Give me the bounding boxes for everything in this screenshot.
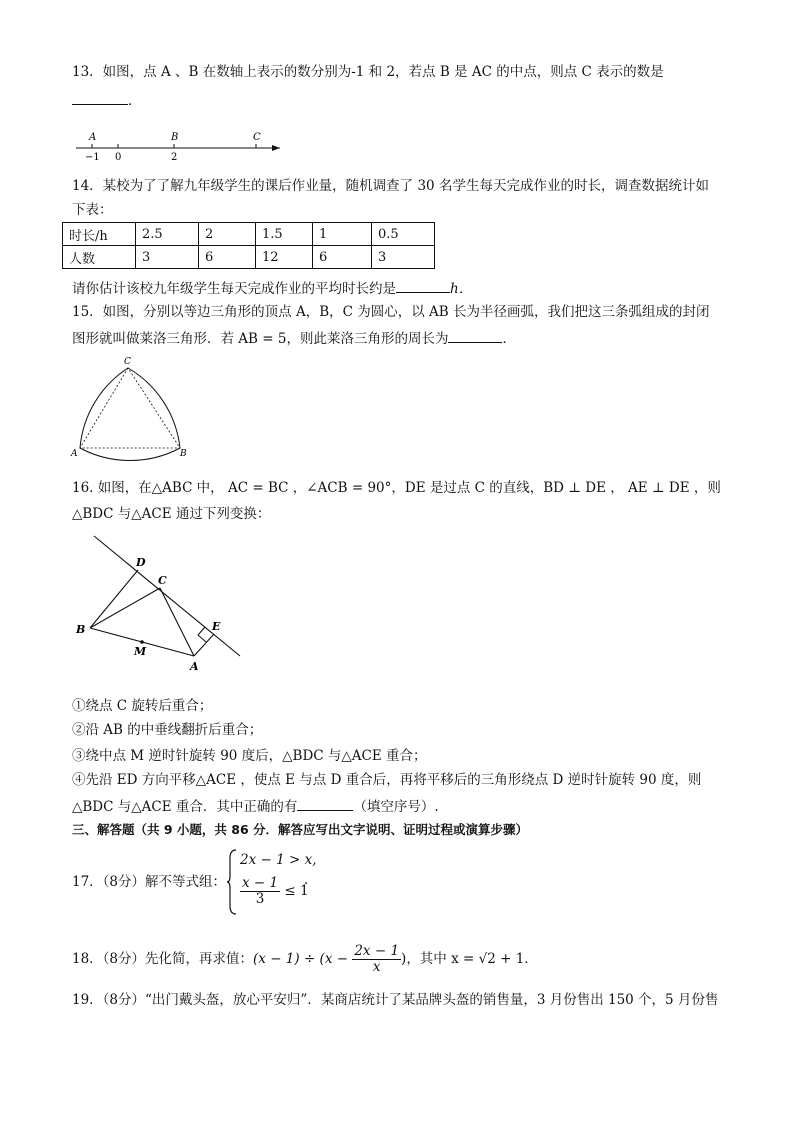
q17-inequality-2: $\frac{x - 1}{3}$ ≤ 1 <box>242 875 309 907</box>
q16-option-3: ③绕中点 M 逆时针旋转 90 度后，△BDC 与△ACE 重合； <box>72 748 427 764</box>
table-cell: 3 <box>136 246 199 269</box>
q16-answer-blank <box>297 796 353 811</box>
table-cell: 12 <box>256 246 313 269</box>
q15-label-a: A <box>71 449 78 459</box>
q16-geometry-figure <box>72 532 248 682</box>
q14-question: 请你估计该校九年级学生每天完成作业的平均时长约是 h． <box>72 278 472 299</box>
q13-line1: 13．如图，点 A 、B 在数轴上表示的数分别为-1 和 2，若点 B 是 AC 的中点，则点 C 表示的数是 <box>72 64 664 80</box>
q17-inequality-1: 2x − 1 > x, <box>240 852 317 868</box>
table-cell: 6 <box>313 246 372 269</box>
segment-bd <box>90 570 138 628</box>
table-cell: 2 <box>199 223 256 246</box>
q14-data-table <box>62 222 435 269</box>
q13-label-c: C <box>253 132 261 143</box>
q13-answer-blank <box>72 90 128 105</box>
q13-label-a: A <box>89 132 97 143</box>
table-row <box>63 223 435 246</box>
q13-tick-2: 2 <box>171 152 178 162</box>
table-cell: 人数 <box>63 246 136 269</box>
midpoint-m <box>140 640 144 644</box>
q17-fraction: $\frac{x - 1}{3}$ <box>242 875 279 907</box>
q15-line1: 15．如图，分别以等边三角形的顶点 A，B，C 为圆心，以 AB 长为半径画弧，我们把这三条弧组成的封闭 <box>72 304 710 320</box>
q13-tick-0: 0 <box>115 152 122 162</box>
q16-option-1: ①绕点 C 旋转后重合； <box>72 698 213 714</box>
q13-tick-neg1: −1 <box>85 152 100 162</box>
table-cell: 1 <box>313 223 372 246</box>
table-cell: 时长/h <box>63 223 136 246</box>
table-cell: 0.5 <box>372 223 435 246</box>
q16-line1: 16. 如图，在△ABC 中， AC = BC ，∠ACB = 90°，DE 是过点 C 的直线，BD ⊥ DE ， AE ⊥ DE ，则 <box>72 480 721 496</box>
q15-line2: 图形就叫做莱洛三角形．若 AB = 5，则此莱洛三角形的周长为 ． <box>72 328 516 349</box>
q19-line1: 19．（8分）“出门戴头盔，放心平安归”．某商店统计了某品牌头盔的销售量，3 月份售出 150 个，5 月份售 <box>72 992 719 1008</box>
table-cell: 3 <box>372 246 435 269</box>
q16-line2: △BDC 与△ACE 通过下列变换： <box>72 506 271 522</box>
segment-ae <box>194 634 214 656</box>
q16-label-e: E <box>212 620 221 633</box>
table-row <box>63 246 435 269</box>
q15-label-b: B <box>180 449 187 459</box>
inner-triangle <box>80 368 180 448</box>
q15-answer-blank <box>448 328 502 343</box>
q16-option-4b: △BDC 与△ACE 重合．其中正确的有 （填空序号）. <box>72 796 439 817</box>
q18-line: 18．（8分）先化简，再求值：(x − 1) ÷ (x − $\frac{2x - 1}{x}$ )，其中 x = √2 + 1． <box>72 943 538 975</box>
segment-ca <box>160 588 194 656</box>
q16-label-b: B <box>76 623 86 636</box>
q18-fraction: $\frac{2x - 1}{x}$ <box>354 943 400 975</box>
q16-label-c: C <box>158 574 167 587</box>
q17-prefix: 17．（8分）解不等式组： <box>72 874 227 890</box>
q16-label-m: M <box>134 645 147 658</box>
table-cell: 6 <box>199 246 256 269</box>
table-cell: 1.5 <box>256 223 313 246</box>
q17-end: ． <box>304 872 318 888</box>
q14-line1: 14．某校为了了解九年级学生的课后作业量，随机调查了 30 名学生每天完成作业的时长，调查数据统计如 <box>72 178 709 194</box>
q16-label-a: A <box>190 660 199 673</box>
q13-label-b: B <box>171 132 179 143</box>
q15-label-c: C <box>124 357 131 367</box>
section-3-heading: 三、解答题（共 9 小题，共 86 分．解答应写出文字说明、证明过程或演算步骤） <box>72 822 529 837</box>
q13-line2: ． <box>72 90 142 111</box>
q16-option-4a: ④先沿 ED 方向平移△ACE ，使点 E 与点 D 重合后，再将平移后的三角形绕点 D 逆时针旋转 90 度，则 <box>72 772 702 788</box>
q13-number-line <box>72 126 282 162</box>
q16-label-d: D <box>136 556 146 569</box>
q14-answer-blank <box>396 278 450 293</box>
segment-bc <box>90 588 160 628</box>
right-angle-mark <box>198 627 206 642</box>
q16-option-2: ②沿 AB 的中垂线翻折后重合； <box>72 722 263 738</box>
table-cell: 2.5 <box>136 223 199 246</box>
q15-reuleaux-figure <box>68 352 198 462</box>
reuleaux-outline <box>80 368 180 461</box>
q17-brace-icon <box>226 848 238 916</box>
q14-line2: 下表： <box>72 202 113 218</box>
